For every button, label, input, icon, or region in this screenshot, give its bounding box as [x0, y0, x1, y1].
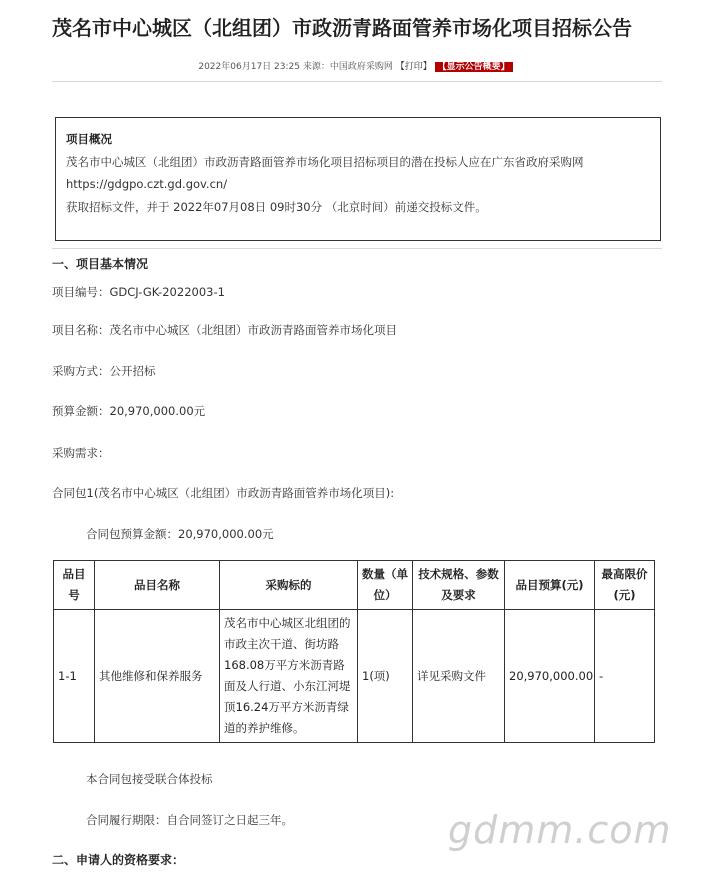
cell-budget: 20,970,000.00 — [505, 610, 595, 743]
table-row — [54, 610, 655, 743]
show-summary-button[interactable]: 【显示公告概要】 — [435, 62, 513, 72]
section-divider — [52, 248, 662, 249]
project-number: 项目编号：GDCJ-GK-2022003-1 — [52, 285, 225, 299]
col-target: 采购标的 — [220, 561, 358, 610]
contract-period: 合同履行期限：自合同签订之日起三年。 — [86, 813, 293, 827]
consortium-note: 本合同包接受联合体投标 — [86, 772, 213, 786]
col-max-price: 最高限价(元) — [595, 561, 655, 610]
section2-heading: 二、申请人的资格要求： — [52, 853, 185, 867]
print-link[interactable]: 【打印】 — [395, 62, 432, 72]
page-title: 茂名市中心城区（北组团）市政沥青路面管养市场化项目招标公告 — [52, 16, 632, 40]
budget-amount: 预算金额：20,970,000.00元 — [52, 404, 206, 418]
publish-datetime: 2022年06月17日 23:25 — [198, 62, 300, 72]
overview-line-3: 获取招标文件，并于 2022年07月08日 09时30分 （北京时间）前递交投标文件。 — [66, 199, 487, 214]
article-meta — [0, 59, 711, 72]
site-watermark: gdmm.com — [448, 808, 672, 852]
cell-spec: 详见采购文件 — [413, 610, 505, 743]
overview-line-1: 茂名市中心城区（北组团）市政沥青路面管养市场化项目招标项目的潜在投标人应在广东省政府采购网 — [66, 154, 584, 169]
package-budget: 合同包预算金额：20,970,000.00元 — [86, 527, 274, 541]
overview-heading: 项目概况 — [66, 132, 112, 146]
col-quantity: 数量（单位） — [358, 561, 413, 610]
col-budget: 品目预算(元) — [505, 561, 595, 610]
table-header-row — [54, 561, 655, 610]
cell-item-no: 1-1 — [54, 610, 95, 743]
overview-box — [55, 117, 661, 241]
source-label: 来源：中国政府采购网 — [302, 62, 393, 72]
cell-max-price: - — [595, 610, 655, 743]
header-divider — [52, 81, 662, 82]
procurement-demand: 采购需求： — [52, 446, 110, 460]
procurement-method: 采购方式：公开招标 — [52, 364, 156, 378]
project-name: 项目名称：茂名市中心城区（北组团）市政沥青路面管养市场化项目 — [52, 323, 397, 337]
items-table — [53, 560, 655, 743]
overview-url: https://gdgpo.czt.gd.gov.cn/ — [66, 177, 228, 191]
col-item-no: 品目号 — [54, 561, 95, 610]
contract-package: 合同包1(茂名市中心城区（北组团）市政沥青路面管养市场化项目): — [52, 486, 395, 500]
cell-target: 茂名市中心城区北组团的市政主次干道、街坊路168.08万平方米沥青路面及人行道、小东江河堤顶16.24万平方米沥青绿道的养护维修。 — [220, 610, 358, 743]
cell-item-name: 其他维修和保养服务 — [95, 610, 220, 743]
col-spec: 技术规格、参数及要求 — [413, 561, 505, 610]
section1-heading: 一、项目基本情况 — [52, 257, 149, 271]
cell-quantity: 1(项) — [358, 610, 413, 743]
col-item-name: 品目名称 — [95, 561, 220, 610]
